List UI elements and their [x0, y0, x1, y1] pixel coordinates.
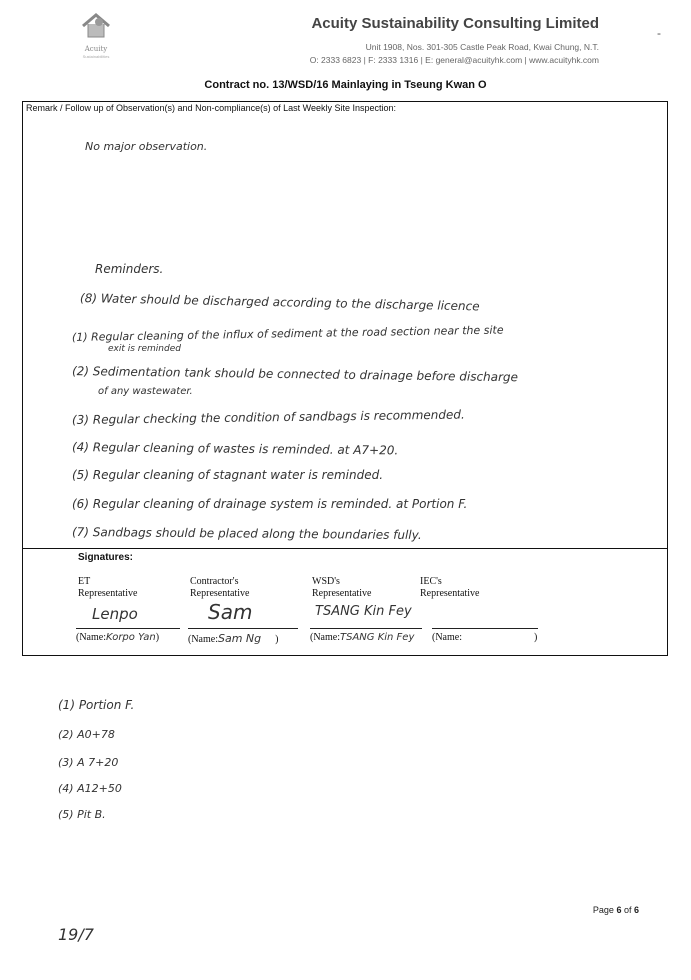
signature-line [310, 628, 422, 629]
reminder-item: exit is reminded [108, 344, 181, 354]
reminder-item: (4) Regular cleaning of wastes is reminded. at A7+20. [71, 440, 399, 458]
role-label: IEC's [420, 576, 442, 587]
logo-text: Acuity [84, 45, 108, 53]
observation-text: No major observation. [85, 140, 208, 153]
signature-line [432, 628, 538, 629]
et-role [78, 576, 137, 600]
reminder-item: (3) Regular checking the condition of sandbags is recommended. [71, 407, 465, 427]
role-label: ET [78, 576, 91, 587]
role-label: Representative [78, 588, 138, 599]
location-item: (1) Portion F. [58, 698, 135, 712]
contractor-role [190, 576, 249, 600]
role-label: Contractor's [190, 576, 239, 587]
iec-name: (Name: ) [432, 632, 538, 643]
reminder-item: (7) Sandbags should be placed along the boundaries fully. [71, 525, 422, 543]
role-label: Representative [420, 588, 480, 599]
page-number: Page 6 of 6 [592, 905, 639, 915]
reminder-item: (5) Regular cleaning of stagnant water is reminded. [72, 468, 384, 482]
role-label: Representative [312, 588, 372, 599]
remark-heading: Remark / Follow up of Observation(s) and Non-compliance(s) of Last Weekly Site Inspection: [26, 103, 396, 113]
date-note: 19/7 [58, 925, 94, 944]
et-name: (Name:Korpo Yan) [76, 632, 160, 643]
company-address [310, 41, 599, 67]
reminder-item: (6) Regular cleaning of drainage system is reminded. at Portion F. [72, 497, 468, 511]
location-item: (2) A0+78 [58, 728, 115, 741]
location-item: (4) A12+50 [58, 782, 122, 795]
signatures-title: Signatures: [78, 552, 134, 563]
name-value: Korpo Yan [106, 632, 156, 643]
signature-line [76, 628, 180, 629]
house-logo-icon [79, 10, 113, 40]
reminder-item: of any wastewater. [98, 386, 193, 397]
logo-subtext: Sustainabilities [82, 54, 110, 59]
wsd-signature: TSANG Kin Fey [315, 604, 412, 619]
name-value: TSANG Kin Fey [340, 632, 415, 643]
role-label: Representative [190, 588, 250, 599]
contractor-signature: Sam [208, 600, 253, 624]
name-value: Sam Ng [218, 632, 262, 645]
location-item: (3) A 7+20 [58, 756, 119, 769]
wsd-name: (Name:TSANG Kin Fey [310, 632, 415, 643]
et-signature: Lenpo [92, 605, 138, 623]
company-logo [70, 10, 122, 59]
reminders-heading: Reminders. [95, 262, 164, 276]
location-item: (5) Pit B. [58, 808, 106, 821]
iec-role [420, 576, 479, 600]
corner-mark: - [657, 26, 661, 40]
reminder-item: (8) Water should be discharged according to the discharge licence [79, 291, 480, 314]
box-divider [22, 548, 668, 549]
wsd-role [312, 576, 371, 600]
company-name: Acuity Sustainability Consulting Limited [311, 15, 599, 32]
address-line: Unit 1908, Nos. 301-305 Castle Peak Road, Kwai Chung, N.T. [365, 42, 599, 52]
contractor-name: (Name:Sam Ng ) [188, 632, 279, 645]
contract-title: Contract no. 13/WSD/16 Mainlaying in Tseung Kwan O [204, 79, 487, 91]
reminder-item: (2) Sedimentation tank should be connected to drainage before discharge [71, 364, 519, 385]
signature-line [188, 628, 298, 629]
contact-line: O: 2333 6823 | F: 2333 1316 | E: general@acuityhk.com | www.acuityhk.com [309, 55, 599, 65]
role-label: WSD's [312, 576, 340, 587]
reminder-item: (1) Regular cleaning of the influx of sediment at the road section near the site [71, 323, 504, 344]
